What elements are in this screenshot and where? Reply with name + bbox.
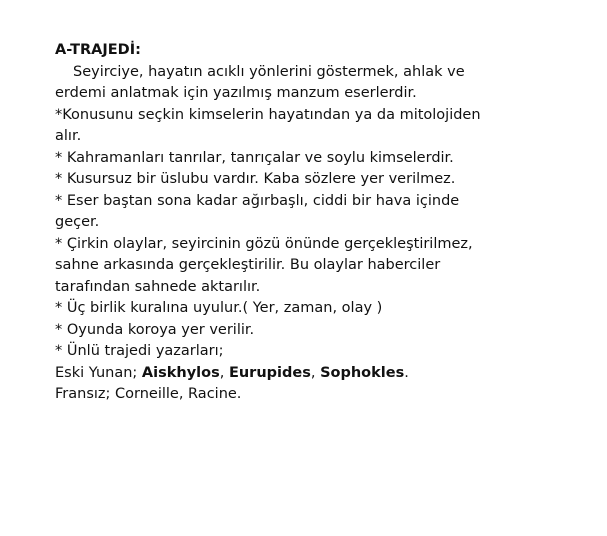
greek-label: Eski Yunan; [55, 364, 142, 381]
author-aiskhylos: Aiskhylos [141, 364, 220, 381]
bullet-subject-line-1: *Konusunu seçkin kimselerin hayatından ya da mitolojiden [55, 106, 481, 123]
bullet-tone-line-2: geçer. [55, 214, 100, 230]
bullet-three-unities: * Üç birlik kuralına uyulur.( Yer, zaman, olay ) [55, 300, 383, 316]
intro-line-2: erdemi anlatmak için yazılmış manzum eserlerdir. [55, 85, 417, 101]
greek-writers-line [55, 363, 575, 385]
bullet-tone-line-1: * Eser baştan sona kadar ağırbaşlı, ciddi bir hava içinde [55, 192, 460, 209]
separator: , [219, 364, 229, 381]
intro-line-1: Seyirciye, hayatın acıklı yönlerini göstermek, ahlak ve [73, 63, 465, 80]
bullet-famous-writers: * Ünlü trajedi yazarları; [55, 343, 224, 359]
bullet-ugly-events-line-2: sahne arkasında gerçekleştirilir. Bu olaylar haberciler [55, 257, 441, 273]
bullet-style: * Kusursuz bir üslubu vardır. Kaba sözlere yer verilmez. [55, 171, 456, 187]
bullet-ugly-events-line-3: tarafından sahnede aktarılır. [55, 278, 261, 295]
bullet-chorus: * Oyunda koroya yer verilir. [55, 321, 255, 338]
bullet-subject-line-2: alır. [55, 128, 82, 144]
bullet-ugly-events-line-1: * Çirkin olaylar, seyircinin gözü önünde gerçekleştirilmez, [55, 235, 473, 252]
author-sophokles: Sophokles [320, 364, 405, 381]
document-body [55, 40, 575, 406]
french-writers-line: Fransız; Corneille, Racine. [55, 386, 242, 402]
author-eurupides: Eurupides [228, 364, 311, 381]
line-end: . [404, 364, 409, 381]
separator: , [310, 364, 321, 381]
section-title: A-TRAJEDİ: [55, 42, 141, 58]
bullet-heroes: * Kahramanları tanrılar, tanrıçalar ve soylu kimselerdir. [55, 149, 454, 166]
